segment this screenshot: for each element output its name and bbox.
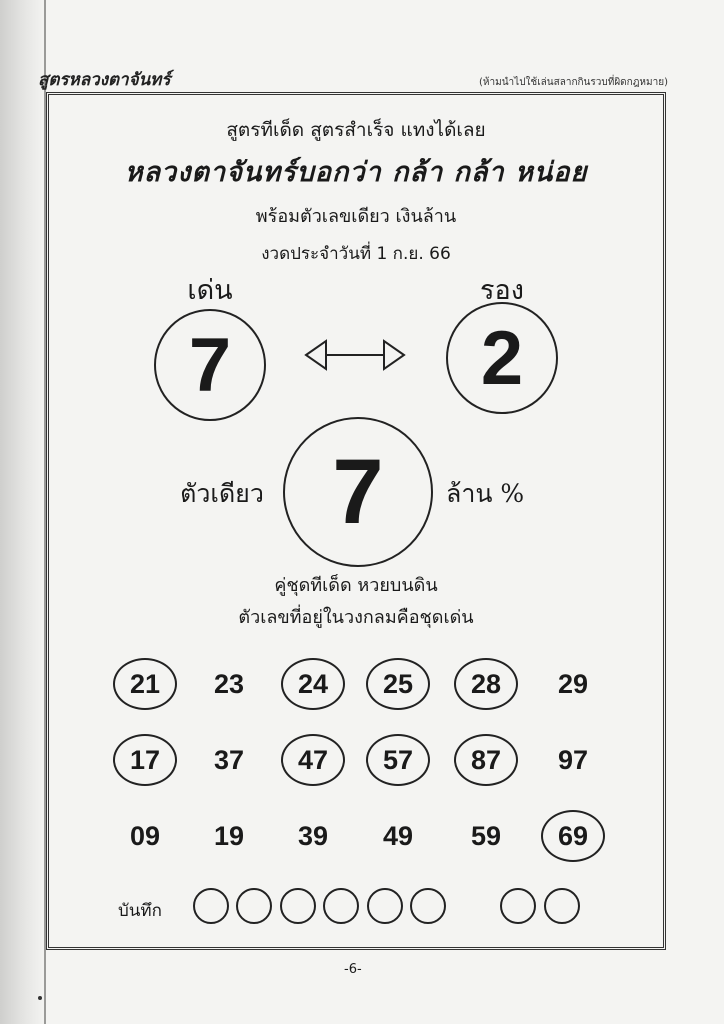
intro-headline: หลวงตาจันทร์บอกว่า กล้า กล้า หน่อย <box>124 157 588 188</box>
pair-number: 37 <box>213 744 245 775</box>
running-header-title: สูตรหลวงตาจันทร์ <box>38 70 171 90</box>
scan-speck <box>38 996 42 1000</box>
million-label: ล้าน % <box>446 479 525 508</box>
pair-number-circled: 21 <box>113 658 177 710</box>
record-label: บันทึก <box>118 901 162 921</box>
pair-number: 29 <box>557 668 589 699</box>
pair-number-circled: 69 <box>541 810 605 862</box>
pairs-heading: คู่ชุดทีเด็ด หวยบนดิน <box>274 575 438 596</box>
single-number-label: ตัวเดียว <box>180 479 264 508</box>
record-slot <box>193 888 229 924</box>
main-number: 7 <box>188 322 232 408</box>
record-slot <box>500 888 536 924</box>
record-slot <box>323 888 359 924</box>
pair-number-circled: 25 <box>366 658 430 710</box>
pair-number-circled: 87 <box>454 734 518 786</box>
pair-number-circled: 28 <box>454 658 518 710</box>
pair-number: 97 <box>557 744 589 775</box>
main-number-label: เด่น <box>187 275 233 306</box>
record-slot <box>544 888 580 924</box>
pair-number: 23 <box>213 668 245 699</box>
page-number: -6- <box>344 962 362 977</box>
pair-number: 49 <box>382 820 414 851</box>
pair-number-circled: 24 <box>281 658 345 710</box>
record-slot <box>236 888 272 924</box>
legal-disclaimer: (ห้ามนำไปใช้เล่นสลากกินรวบที่ผิดกฎหมาย) <box>479 77 668 88</box>
draw-date: งวดประจำวันที่ 1 ก.ย. 66 <box>261 244 451 264</box>
record-slot <box>410 888 446 924</box>
pair-number-circled: 17 <box>113 734 177 786</box>
pair-number: 19 <box>213 820 245 851</box>
single-number: 7 <box>332 440 384 543</box>
pair-number: 09 <box>129 820 161 851</box>
record-slot <box>367 888 403 924</box>
intro-line-3: พร้อมตัวเลขเดียว เงินล้าน <box>255 206 457 227</box>
book-spine-shadow <box>0 0 46 1024</box>
pair-number-circled: 47 <box>281 734 345 786</box>
pair-number: 59 <box>470 820 502 851</box>
second-number-label: รอง <box>480 275 524 306</box>
second-number: 2 <box>480 315 524 401</box>
second-number-circle <box>446 302 558 414</box>
single-number-circle <box>283 417 433 567</box>
record-slot <box>280 888 316 924</box>
pair-number: 39 <box>297 820 329 851</box>
main-number-circle <box>154 309 266 421</box>
pair-number-circled: 57 <box>366 734 430 786</box>
intro-line-1: สูตรทีเด็ด สูตรสำเร็จ แทงได้เลย <box>226 119 486 141</box>
pairs-subheading: ตัวเลขที่อยู่ในวงกลมคือชุดเด่น <box>238 607 474 628</box>
double-arrow-icon <box>300 335 410 375</box>
